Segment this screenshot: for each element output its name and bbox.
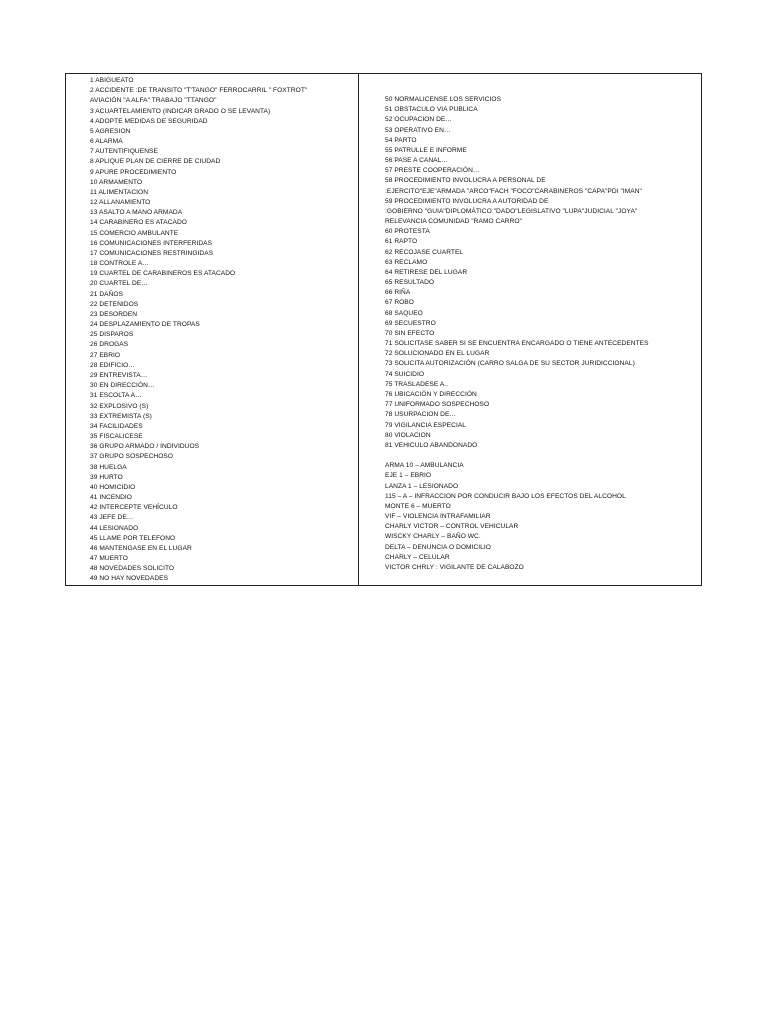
code-entry: 58 PROCEDIMIENTO INVOLUCRA A PERSONAL DE xyxy=(385,177,546,185)
section-spacer xyxy=(385,451,697,461)
key-entry: VIF – VIOLENCIA INTRAFAMILIAR xyxy=(385,513,491,521)
code-entry: 26 DROGAS xyxy=(90,341,129,349)
code-entry: 14 CARABINERO ES ATACADO xyxy=(90,219,187,227)
code-entry: :GOBIERNO "GUIA"DIPLOMÁTICO "DADO"LEGISLATIVO "LUPA"JUDICIAL "JOYA" xyxy=(385,207,638,215)
code-entry: 7 AUTENTIFIQUENSE xyxy=(90,148,158,156)
code-entry: 41 INCENDIO xyxy=(90,494,132,502)
code-entry: 72 SOLUCIONADO EN EL LUGAR xyxy=(385,350,490,358)
codes-column-right xyxy=(359,74,701,585)
key-entry: VICTOR CHRLY : VIGILANTE DE CALABOZO xyxy=(385,563,524,571)
code-entry: 45 LLAME POR TELEFONO xyxy=(90,534,176,542)
code-entry: 27 EBRIO xyxy=(90,351,121,359)
key-entry: 115 – A – INFRACCION POR CONDUCIR BAJO LOS EFECTOS DEL ALCOHOL xyxy=(385,492,626,500)
code-entry: 11 ALIMENTACION xyxy=(90,188,149,196)
code-entry: 65 RESULTADO xyxy=(385,279,435,287)
code-entry: 64 RETIRESE DEL LUGAR xyxy=(385,268,468,276)
code-entry: 13 ASALTO A MANO ARMADA xyxy=(90,209,183,217)
code-entry: 59 PROCEDIMIENTO INVOLUCRA A AUTORIDAD DE xyxy=(385,197,549,205)
code-entry: RELEVANCIA COMUNIDAD "RAMO CARRO" xyxy=(385,218,523,226)
code-entry: 43 JEFE DE… xyxy=(90,514,134,522)
code-entry: 39 HURTO xyxy=(90,473,123,481)
code-entry: 33 EXTREMISTA (S) xyxy=(90,412,152,420)
code-entry: 70 SIN EFECTO xyxy=(385,329,435,337)
code-entry: 66 RIÑA xyxy=(385,289,411,297)
code-entry: 37 GRUPO SOSPECHOSO xyxy=(90,453,174,461)
code-entry: 18 CONTROLE A… xyxy=(90,260,149,268)
code-entry: 81 VEHICULO ABANDONADO xyxy=(385,441,478,449)
codes-column-left xyxy=(66,74,359,585)
code-entry: 22 DETENIDOS xyxy=(90,300,139,308)
code-entry: 25 DISPAROS xyxy=(90,331,134,339)
key-entry: EJE 1 – EBRIO xyxy=(385,472,432,480)
code-entry: 44 LESIONADO xyxy=(90,524,139,532)
code-entry: 46 MANTENGASE EN EL LUGAR xyxy=(90,544,192,552)
code-entry: 56 PASE A CANAL… xyxy=(385,157,448,165)
code-entry: 77 UNIFORMADO SOSPECHOSO xyxy=(385,401,490,409)
code-entry: 49 NO HAY NOVEDADES xyxy=(90,575,169,583)
code-entry: 17 COMUNICACIONES RESTRINGIDAS xyxy=(90,249,214,257)
code-entry: 8 APLIQUE PLAN DE CIERRE DE CIUDAD xyxy=(90,158,221,166)
code-entry: 4 ADOPTE MEDIDAS DE SEGURIDAD xyxy=(90,117,208,125)
code-entry: 52 OCUPACION DE… xyxy=(385,116,452,124)
code-entry: 57 PRESTE COOPERACIÓN… xyxy=(385,167,480,175)
code-entry: 24 DESPLAZAMIENTO DE TROPAS xyxy=(90,321,200,329)
key-entry: WISCKY CHARLY – BAÑO WC. xyxy=(385,533,481,541)
code-entry: 54 PARTO xyxy=(385,136,417,144)
code-entry: 68 SAQUEO xyxy=(385,309,423,317)
code-entry: 48 NOVEDADES SOLICITO xyxy=(90,565,175,573)
code-entry: 38 HUELGA xyxy=(90,463,127,471)
code-entry: 10 ARMAMENTO xyxy=(90,178,143,186)
code-entry: 34 FACILIDADES xyxy=(90,422,143,430)
key-entry: ARMA 10 – AMBULANCIA xyxy=(385,462,464,470)
code-entry: 74 SUICIDIO xyxy=(385,370,425,378)
code-entry: 80 VIOLACION xyxy=(385,431,431,439)
code-entry: 3 ACUARTELAMIENTO (INDICAR GRADO O SE LEVANTA) xyxy=(90,107,271,115)
code-entry: :EJERCITO"EJE"ARMADA "ARCO"FACH "FOCO"CARABINEROS "CAPA"PDI "IMAN" xyxy=(385,187,642,195)
code-entry: 20 CUARTEL DE… xyxy=(90,280,148,288)
code-entry: 35 FISCALICESE xyxy=(90,433,143,441)
code-entry: 31 ESCOLTA A… xyxy=(90,392,142,400)
code-entry: 53 OPERATIVO EN… xyxy=(385,126,451,134)
key-entry: MONTE 6 – MUERTO xyxy=(385,502,451,510)
code-entry: 63 RECLAMO xyxy=(385,258,428,266)
code-entry: 19 CUARTEL DE CARABINEROS ES ATACADO xyxy=(90,270,236,278)
code-entry: 76 UBICACIÓN Y DIRECCIÓN xyxy=(385,390,477,398)
code-entry: 29 ENTREVISTA… xyxy=(90,371,148,379)
code-entry: 21 DAÑOS xyxy=(90,290,124,298)
code-entry: 28 EDIFICIO… xyxy=(90,361,135,369)
code-entry: 73 SOLICITA AUTORIZACIÓN (CARRO SALGA DE SU SECTOR JURIDICCIONAL) xyxy=(385,360,635,368)
code-entry: 69 SECUESTRO xyxy=(385,319,436,327)
key-entry: DELTA – DENUNCIA O DOMICILIO xyxy=(385,543,491,551)
code-entry: 71 SOLICITASE SABER SI SE ENCUENTRA ENCARGADO O TIENE ANTECEDENTES xyxy=(385,340,649,348)
code-entry: 16 COMUNICACIONES INTERFERIDAS xyxy=(90,239,213,247)
code-entry: 40 HOMICIDIO xyxy=(90,483,136,491)
code-entry: 50 NORMALICENSE LOS SERVICIOS xyxy=(385,96,502,103)
code-entry: 12 ALLANAMIENTO xyxy=(90,199,151,207)
code-entry: 36 GRUPO ARMADO / INDIVIDUOS xyxy=(90,443,200,451)
key-entry: CHARLY – CELULAR xyxy=(385,553,450,561)
code-entry: 51 OBSTACULO VIA PUBLICA xyxy=(385,106,478,114)
key-entry: CHARLY VICTOR – CONTROL VEHICULAR xyxy=(385,523,519,531)
code-entry: 75 TRASLADESE A.. xyxy=(385,380,449,388)
code-entry: 32 EXPLOSIVO (S) xyxy=(90,402,149,410)
code-entry: 15 COMERCIO AMBULANTE xyxy=(90,229,179,237)
code-entry: 1 ABIGUEATO xyxy=(90,77,134,84)
code-entry: 5 AGRESION xyxy=(90,127,131,135)
code-entry: AVIACIÓN "A ALFA" TRABAJO "TTANGO" xyxy=(90,97,217,105)
code-entry: 9 APURE PROCEDIMIENTO xyxy=(90,168,177,176)
code-entry: 42 INTERCEPTE VEHÍCULO xyxy=(90,504,178,512)
code-entry: 78 USURPACION DE… xyxy=(385,411,457,419)
code-entry: 6 ALARMA xyxy=(90,138,123,146)
code-entry: 60 PROTESTA xyxy=(385,228,430,236)
code-table xyxy=(65,73,702,586)
code-entry: 62 RECOJASE CUARTEL xyxy=(385,248,464,256)
code-entry: 23 DESORDEN xyxy=(90,310,138,318)
key-entry: LANZA 1 – LESIONADO xyxy=(385,482,459,490)
code-entry: 2 ACCIDENTE :DE TRANSITO "T'TANGO" FERROCARRIL " FOXTROT" xyxy=(90,87,308,95)
code-entry: 30 EN DIRECCIÓN… xyxy=(90,382,155,390)
code-entry: 67 ROBO xyxy=(385,299,414,307)
code-entry: 61 RAPTO xyxy=(385,238,418,246)
code-entry: 79 VIGILANCIA ESPECIAL xyxy=(385,421,466,429)
code-entry: 55 PATRULLE E INFORME xyxy=(385,146,467,154)
code-entry: 47 MUERTO xyxy=(90,555,128,563)
